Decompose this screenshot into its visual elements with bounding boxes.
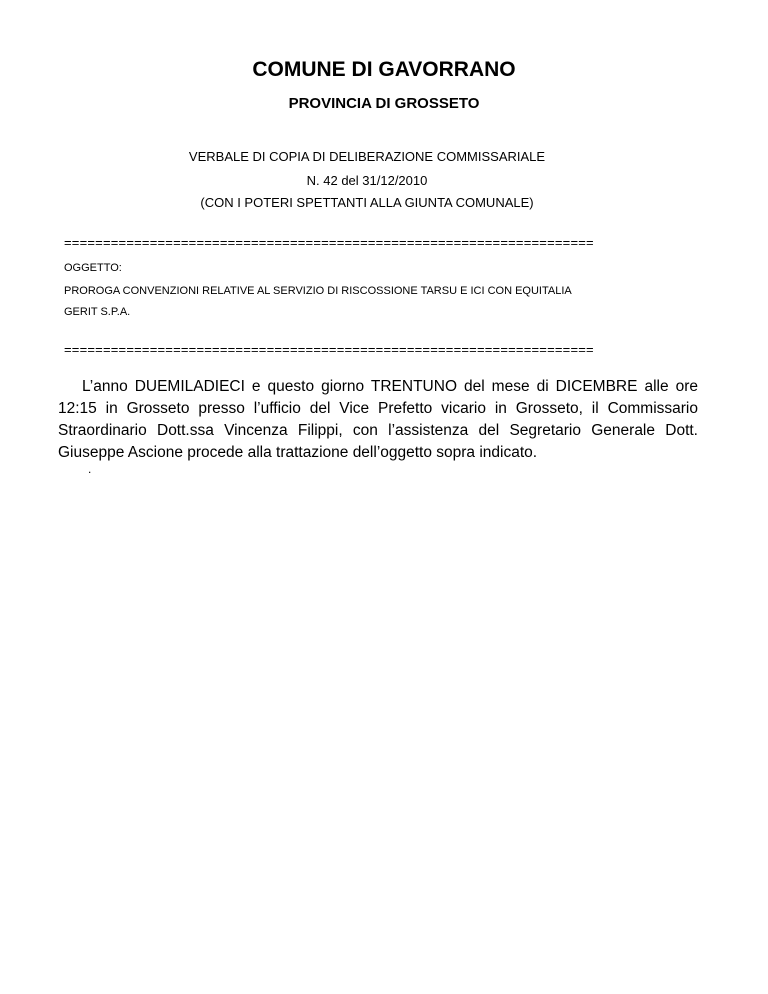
municipality-title: COMUNE DI GAVORRANO <box>252 58 516 81</box>
document-type-line: VERBALE DI COPIA DI DELIBERAZIONE COMMISSARIALE <box>188 149 546 164</box>
powers-note: (CON I POTERI SPETTANTI ALLA GIUNTA COMUNALE) <box>200 195 534 210</box>
oggetto-text-line2: GERIT S.P.A. <box>64 306 131 318</box>
trailing-dot: . <box>88 462 92 476</box>
oggetto-text-line1: PROROGA CONVENZIONI RELATIVE AL SERVIZIO DI RISCOSSIONE TARSU E ICI CON EQUITALIA <box>64 285 572 297</box>
province-subtitle: PROVINCIA DI GROSSETO <box>288 95 480 112</box>
body-paragraph: L’anno DUEMILADIECI e questo giorno TRENTUNO del mese di DICEMBRE alle ore 12:15 in Grosseto presso l’ufficio del Vice Prefetto vicario in Grosseto, il Commissario Straordinario Dott.ssa Vincenza Filippi, con l’assistenza del Segretario Generale Dott. Giuseppe Ascione procede alla trattazione dell’oggetto sopra indicato. <box>58 378 698 461</box>
separator-top: ==================================================================== <box>64 235 594 250</box>
separator-bottom: ==================================================================== <box>64 342 594 357</box>
oggetto-label: OGGETTO: <box>64 262 122 274</box>
deliberation-number: N. 42 del 31/12/2010 <box>306 173 428 188</box>
